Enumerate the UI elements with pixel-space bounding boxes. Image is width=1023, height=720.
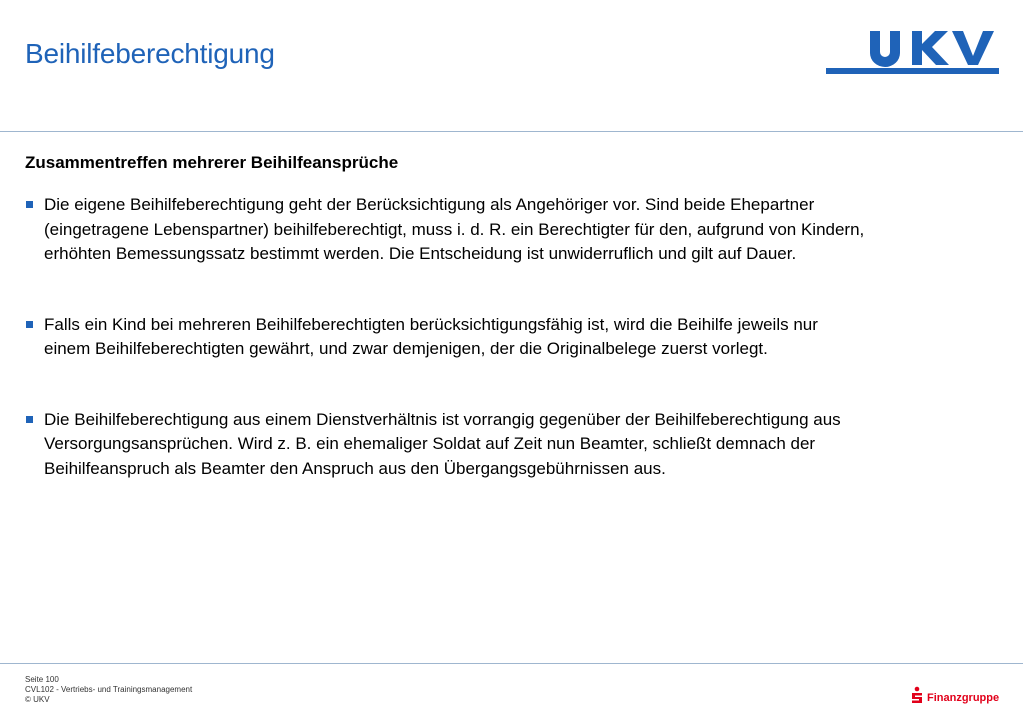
square-bullet-icon xyxy=(26,201,33,208)
course-label: CVL102 - Vertriebs- und Trainingsmanagement xyxy=(25,685,193,694)
list-item xyxy=(25,408,865,482)
footer-divider xyxy=(0,663,1023,664)
list-item-text: Die eigene Beihilfeberechtigung geht der Berücksichtigung als Angehöriger vor. Sind beide Ehepartner (eingetragene Lebenspartner) beihilfeberechtigt, muss i. d. R. ein Berechtigter für den, aufgrund von Kindern, erhöhten Bemessungssatz bestimmt werden. Die Entscheidung ist unwiderruflich und gilt auf Dauer. xyxy=(44,195,865,263)
footer xyxy=(25,675,192,705)
list-item-text: Falls ein Kind bei mehreren Beihilfeberechtigten berücksichtigungsfähig ist, wird die Beihilfe jeweils nur einem Beihilfeberechtigten gewährt, und zwar demjenigen, der die Originalbelege zuerst vorlegt. xyxy=(44,314,818,358)
finanzgruppe-logo xyxy=(910,685,1000,705)
square-bullet-icon xyxy=(26,321,33,328)
bullet-list xyxy=(25,193,865,527)
ukv-logo-graphic xyxy=(826,31,999,74)
list-item xyxy=(25,313,865,362)
page-number: Seite 100 xyxy=(25,675,59,684)
list-item xyxy=(25,193,865,267)
svg-text:Finanzgruppe: Finanzgruppe xyxy=(927,692,1000,704)
square-bullet-icon xyxy=(26,416,33,423)
ukv-logo xyxy=(826,26,999,76)
header-divider xyxy=(0,131,1023,132)
page-title: Beihilfeberechtigung xyxy=(25,38,275,69)
section-heading: Zusammentreffen mehrerer Beihilfeansprüche xyxy=(25,153,399,172)
list-item-text: Die Beihilfeberechtigung aus einem Dienstverhältnis ist vorrangig gegenüber der Beihilfeberechtigung aus Versorgungsansprüchen. Wird z. B. ein ehemaliger Soldat auf Zeit nun Beamter, schließt demnach der Beihilfeanspruch als Beamter den Anspruch aus den Übergangsgebührnissen aus. xyxy=(44,409,841,478)
finanzgruppe-mark xyxy=(912,687,999,704)
copyright: © UKV xyxy=(25,695,50,704)
